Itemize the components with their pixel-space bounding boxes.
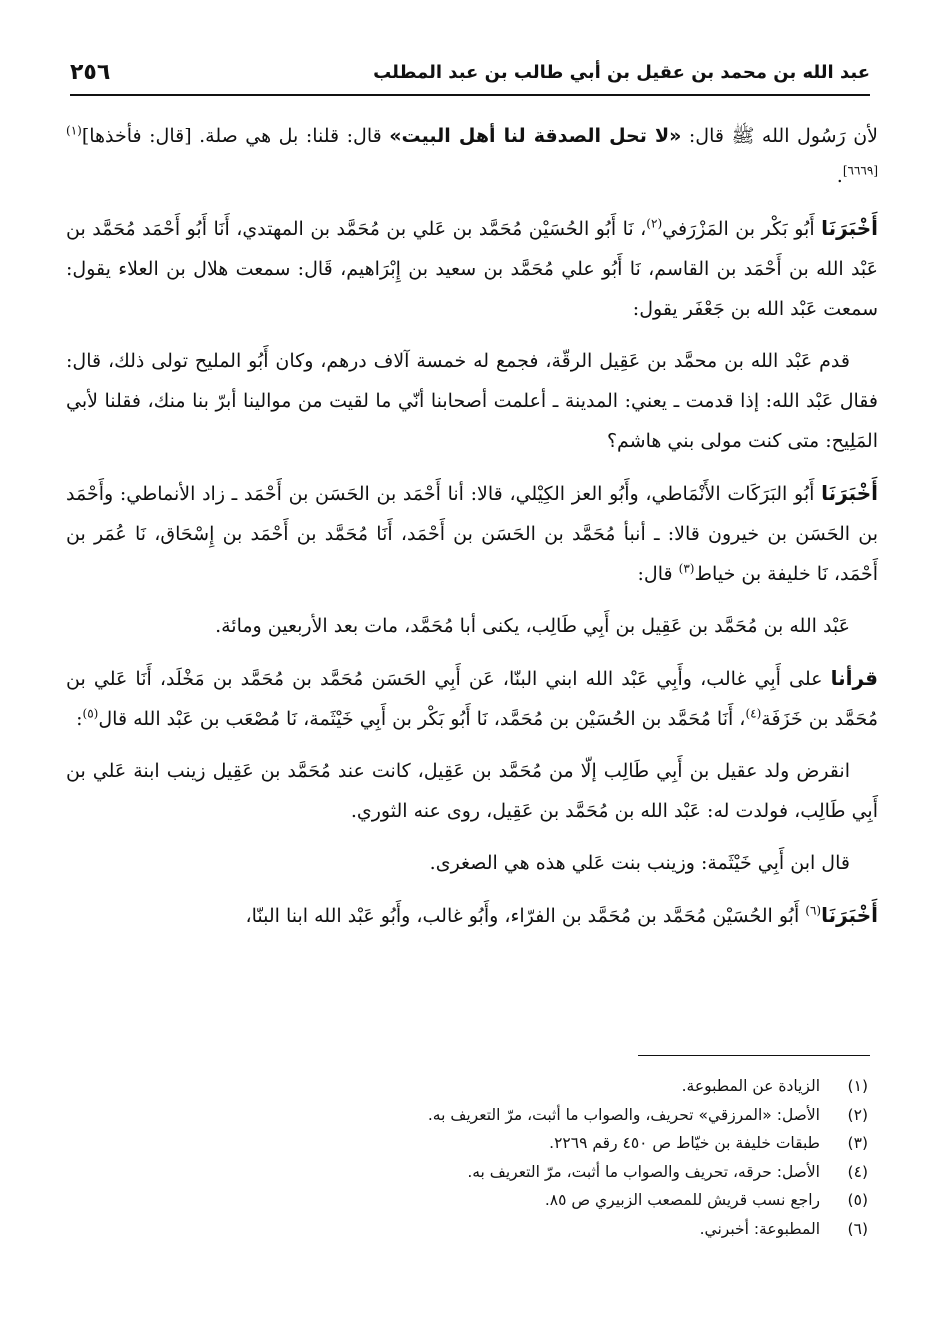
main-text	[66, 116, 878, 948]
text-run: قدم عَبْد الله بن محمَّد بن عَقِيل الرقّة، فجمع له خمسة آلاف درهم، وكان أَبُو المليح تولى ذلك، قال: فقال عَبْد الله: إذا قدمت ـ يعني: المدينة ـ أعلمت أصحابنا أنّي ما لقيت من موالينا أبرّ بنا منك، فقلنا لأبي المَلِيح: متى كنت مولى بني هاشم؟	[66, 350, 878, 452]
text-run: عَبْد الله بن مُحَمَّد بن عَقِيل بن أَبِي طَالِب، يكنى أبا مُحَمَّد، مات بعد الأربعين ومائة.	[215, 615, 850, 637]
paragraph	[66, 843, 878, 883]
footnote-number: (٥)	[847, 1191, 868, 1209]
paragraph	[66, 658, 878, 739]
footnote-marker: (٢)	[646, 216, 663, 231]
footnote-text: الزيادة عن المطبوعة.	[681, 1077, 820, 1095]
footnote-number: (٣)	[847, 1134, 868, 1152]
footnote	[70, 1101, 868, 1130]
text-run: على أَبِي غالب، وأَبِي عَبْد الله ابني البنّا، عَن أَبِي الحَسَن مُحَمَّد بن مُحَمَّد بن مَخْلَد، أَنَا عَلي بن مُحَمَّد بن خَزَفَة	[66, 668, 878, 730]
paragraph	[66, 341, 878, 461]
footnote-marker: (٤)	[745, 706, 762, 721]
footnote-marker: (٥)	[82, 706, 99, 721]
isnad-lead-word: أَخْبَرَنَا	[821, 481, 878, 505]
footnote	[70, 1158, 868, 1187]
header-rule	[70, 94, 870, 96]
footnote-text: المطبوعة: أخبرني.	[699, 1219, 820, 1238]
text-run: ، أَنَا مُحَمَّد بن الحُسَيْن بن مُحَمَّد، نَا أَبُو بَكْر بن أَبِي خَيْثَمة، نَا مُصْعَب بن عَبْد الله قال	[98, 708, 746, 730]
isnad-lead-word: أَخْبَرَنَا	[821, 903, 878, 927]
footnote-text: طبقات خليفة بن خيّاط ص ٤٥٠ رقم ٢٢٦٩.	[549, 1134, 820, 1152]
hadith-quote: «لا تحل الصدقة لنا أهل البيت»	[389, 125, 682, 147]
paragraph	[66, 751, 878, 831]
footnote	[70, 1129, 868, 1158]
paragraph	[66, 116, 878, 196]
footnote-marker: (٣)	[678, 561, 695, 576]
isnad-lead-word: قرأنا	[830, 666, 878, 690]
text-run: لأن رَسُول الله ﷺ قال:	[681, 125, 878, 147]
footnote-text: الأصل: «المرزقي» تحريف، والصواب ما أثبت، مرّ التعريف به.	[427, 1105, 820, 1124]
paragraph	[66, 208, 878, 329]
isnad-lead-word: أَخْبَرَنَا	[821, 216, 879, 240]
text-run: أَبُو البَرَكَات الأَنْمَاطي، وأَبُو العز الكِيْلي، قالا: أنا أَحْمَد بن الحَسَن بن أَحْمَد ـ زاد الأنماطي: وأَحْمَد بن الحَسَن بن خيرون قالا: ـ أنبأ مُحَمَّد بن الحَسَن بن أَحْمَد، أَنَا مُحَمَّد بن أَحْمَد بن إِسْحَاق، نَا عُمَر بن أَحْمَد، نَا خليفة بن خياط	[66, 483, 878, 585]
text-run: أَبُو بَكْر بن المَزْرَفي	[662, 218, 822, 240]
footnote	[70, 1186, 868, 1215]
footnote-number: (١)	[847, 1077, 868, 1095]
text-run: قال ابن أَبِي خَيْثَمة: وزينب بنت عَلي هذه هي الصغرى.	[429, 852, 850, 874]
footnote-text: راجع نسب قريش للمصعب الزبيري ص ٨٥.	[544, 1191, 820, 1209]
text-run: انقرض ولد عقيل بن أَبِي طَالِب إلّا من مُحَمَّد بن عَقِيل، كانت عند مُحَمَّد بن عَقِيل زينب ابنة عَلي بن أَبِي طَالِب، فولدت له: عَبْد الله بن مُحَمَّد بن عَقِيل، روى عنه الثوري.	[66, 760, 878, 822]
page-number: ٢٥٦	[70, 59, 111, 85]
footnote-number: (٢)	[847, 1105, 868, 1124]
footnote-marker: (١)[٦٦٦٩]	[66, 123, 878, 178]
paragraph	[66, 895, 878, 936]
text-run: قال:	[637, 563, 679, 585]
text-run: قال: قلنا: بل هي صلة. [قال: فأخذها]	[81, 125, 390, 147]
paragraph	[66, 606, 878, 646]
page-header	[70, 52, 870, 92]
footnote	[70, 1215, 868, 1244]
footnote-text: الأصل: حرقه، تحريف والصواب ما أثبت، مرّ التعريف به.	[467, 1162, 820, 1181]
running-title: عبد الله بن محمد بن عقيل بن أبي طالب بن عبد المطلب	[373, 61, 870, 83]
text-run: :	[76, 708, 83, 730]
footnote-number: (٦)	[847, 1219, 868, 1238]
footnote-number: (٤)	[847, 1162, 868, 1181]
text-run: أَبُو الحُسَيْن مُحَمَّد بن مُحَمَّد بن الفرّاء، وأَبُو غالب، وأَبُو عَبْد الله ابنا البنّا،	[245, 905, 806, 927]
footnote-rule	[638, 1055, 870, 1056]
text-run: ، نَا أَبُو الحُسَيْن مُحَمَّد بن عَلي بن مُحَمَّد بن المهتدي، أَنَا أَبُو أَحْمَد مُحَمَّد بن عَبْد الله بن أَحْمَد بن القاسم، نَا أَبُو علي مُحَمَّد بن سعيد بن إِبْرَاهيم، قَال: سمعت هلال بن العلاء يقول: سمعت عَبْد الله بن جَعْفَر يقول:	[66, 218, 878, 320]
footnotes	[70, 1072, 868, 1243]
footnote-marker: (٦)	[805, 903, 822, 918]
footnote	[70, 1072, 868, 1101]
text-run: .	[836, 165, 843, 187]
paragraph	[66, 473, 878, 594]
